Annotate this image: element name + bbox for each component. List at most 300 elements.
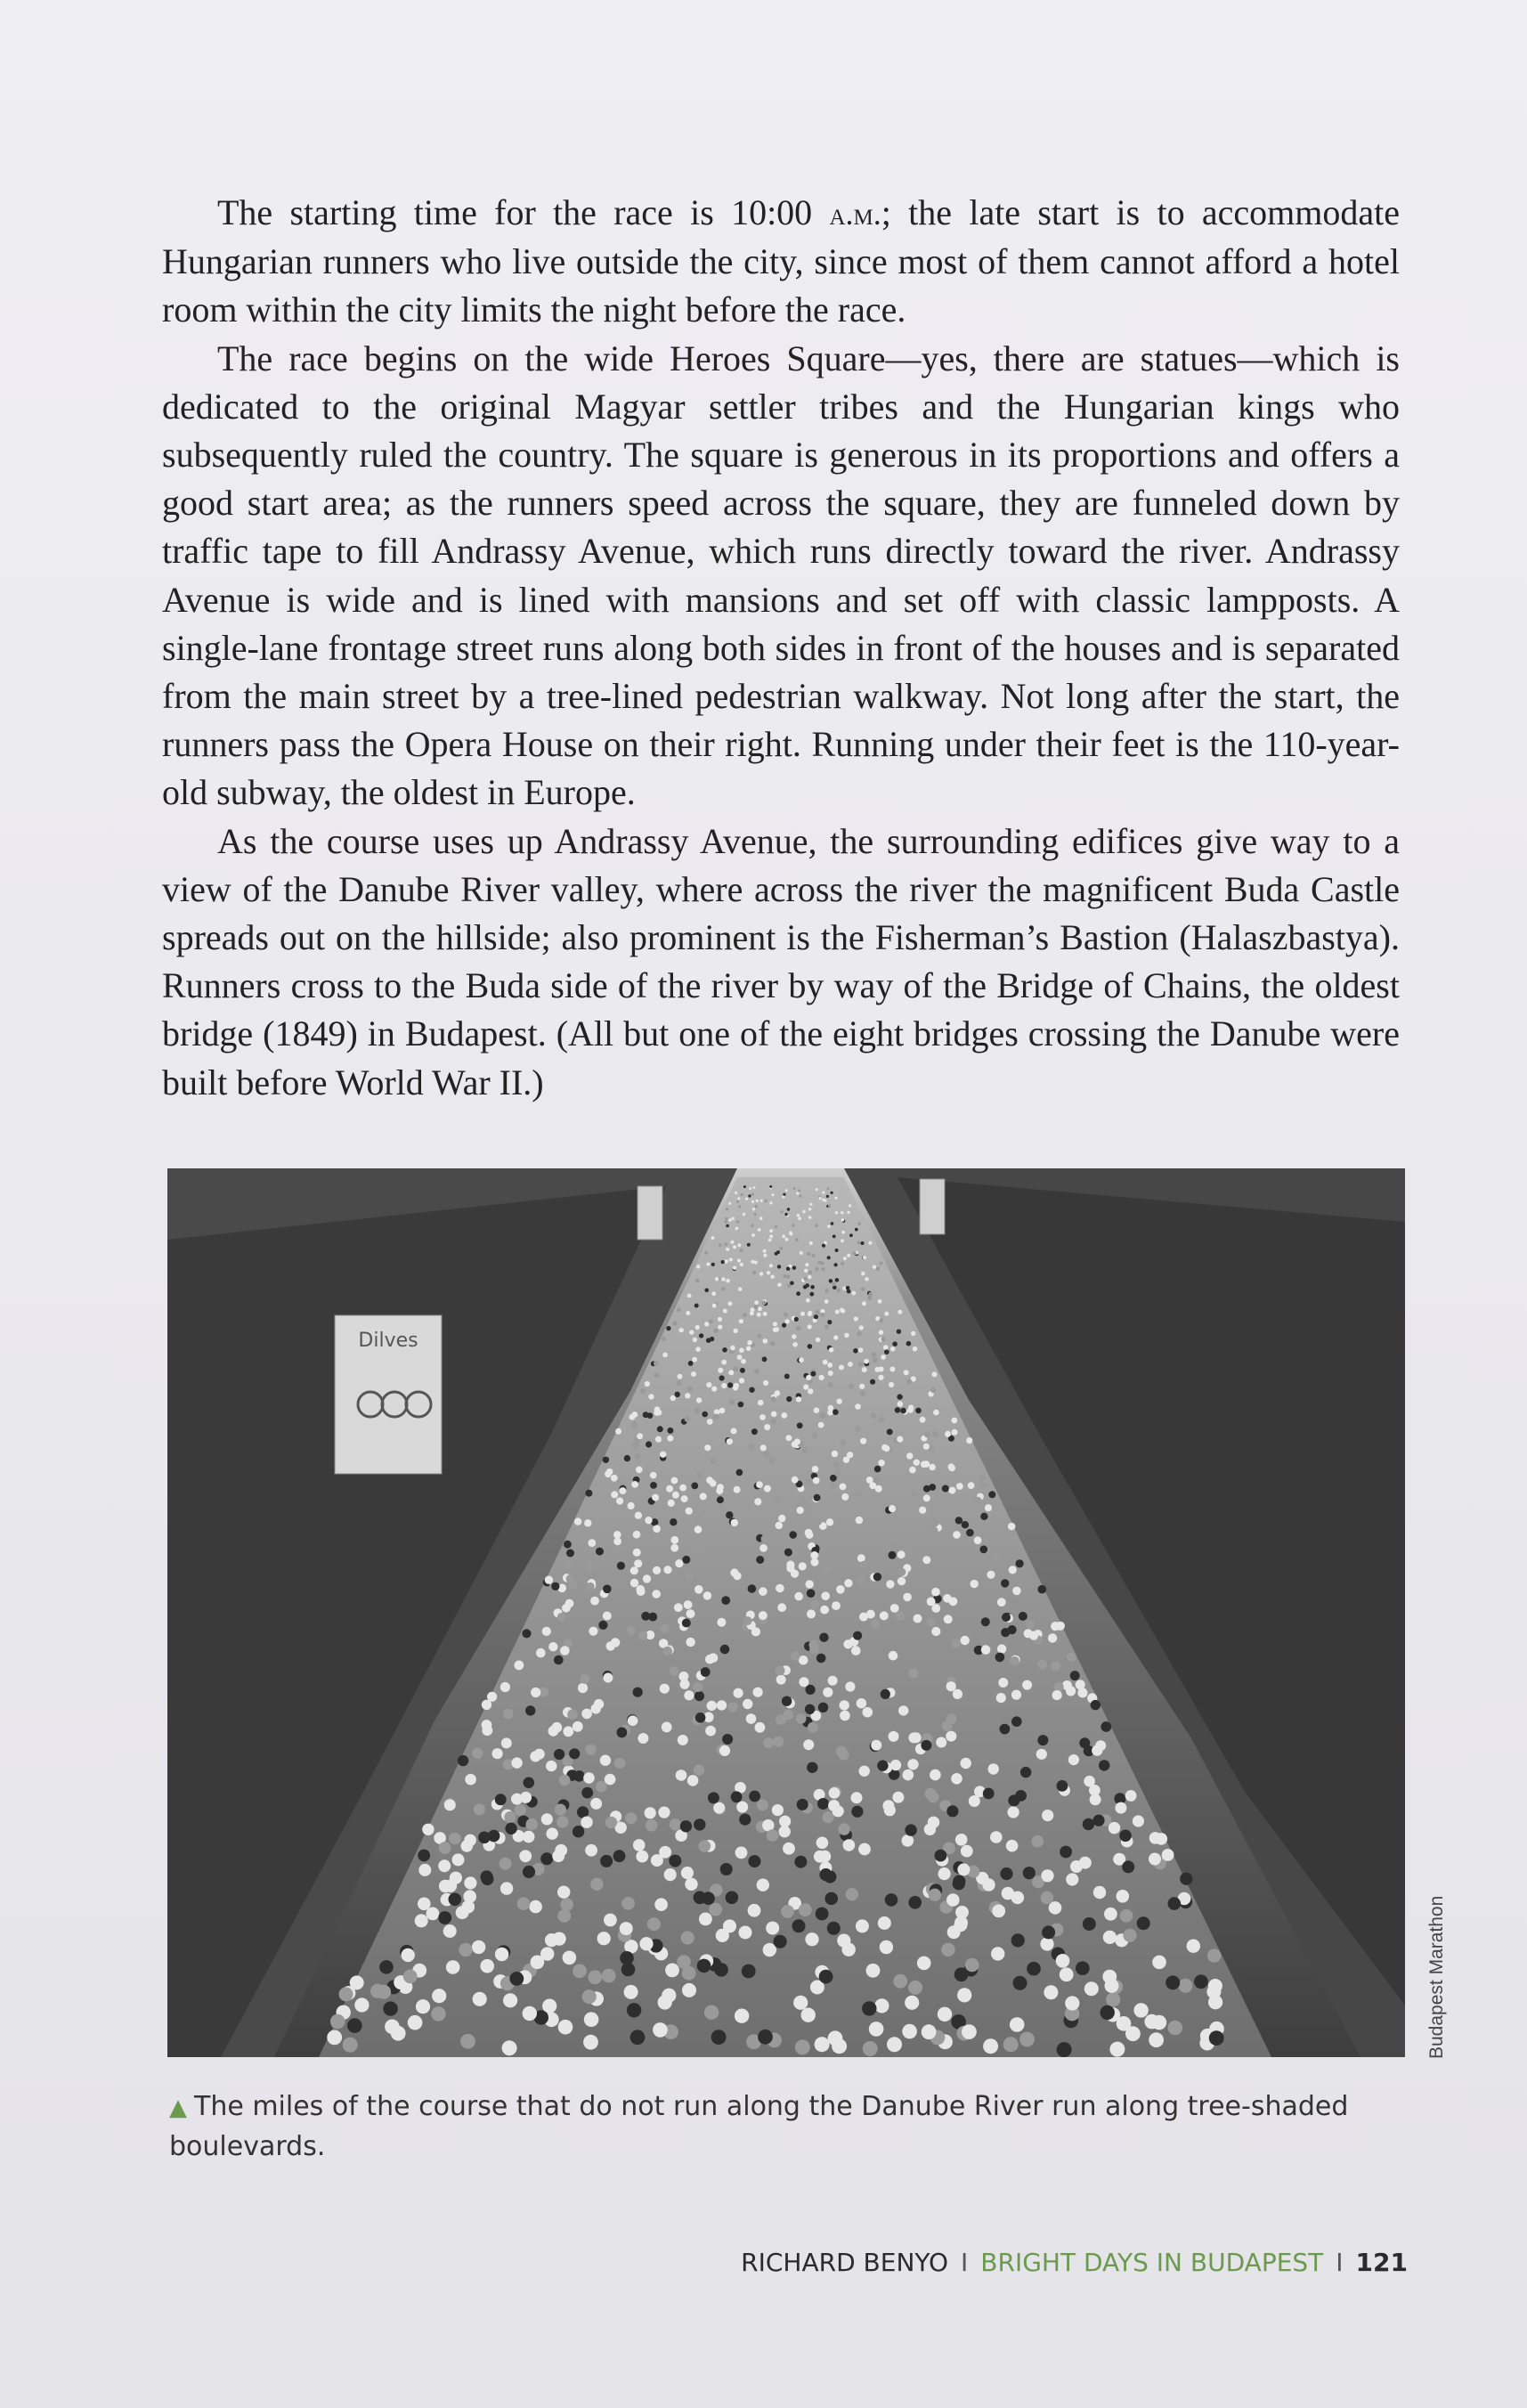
runner-dot — [482, 1725, 492, 1736]
runner-dot — [721, 1260, 725, 1264]
runner-dot — [848, 1362, 853, 1367]
runner-dot — [820, 1606, 829, 1615]
runner-dot — [739, 1319, 743, 1323]
runner-dot — [754, 1498, 761, 1505]
runner-dot — [1076, 1961, 1090, 1975]
runner-dot — [942, 1485, 949, 1493]
runner-dot — [775, 1225, 778, 1229]
runner-dot — [809, 1203, 812, 1206]
runner-dot — [896, 1612, 905, 1621]
runner-dot — [657, 1426, 663, 1432]
runner-dot — [902, 1834, 914, 1847]
runner-dot — [1065, 1996, 1079, 2010]
runner-dot — [1049, 1901, 1062, 1915]
runner-dot — [724, 1242, 727, 1246]
runner-dot — [803, 1277, 808, 1281]
runner-dot — [713, 1414, 719, 1420]
runner-dot — [721, 1596, 730, 1605]
runner-dot — [801, 2008, 816, 2022]
runner-dot — [882, 1800, 894, 1811]
runner-dot — [768, 1458, 775, 1464]
runner-dot — [824, 1325, 829, 1330]
runner-dot — [954, 1967, 969, 1981]
runner-dot — [403, 1970, 418, 1984]
runner-dot — [759, 1544, 768, 1552]
runner-dot — [832, 1601, 841, 1610]
runner-dot — [775, 1390, 780, 1395]
runner-dot — [755, 1722, 766, 1733]
runner-dot — [924, 1431, 930, 1437]
runner-dot — [1178, 1979, 1192, 1993]
runner-dot — [799, 1195, 801, 1198]
runner-dot — [1056, 1954, 1070, 1968]
runner-dot — [629, 1414, 636, 1420]
runner-dot — [729, 1257, 733, 1261]
runner-dot — [633, 1531, 641, 1539]
runner-dot — [832, 2038, 847, 2054]
runner-dot — [858, 1362, 864, 1367]
runner-dot — [988, 1763, 999, 1774]
runner-dot — [811, 1254, 815, 1257]
runner-dot — [586, 1582, 594, 1590]
runner-dot — [1013, 1976, 1027, 1990]
runner-dot — [822, 1192, 824, 1194]
runner-dot — [827, 1922, 841, 1935]
runner-dot — [851, 1646, 861, 1656]
runner-dot — [935, 1850, 947, 1862]
runner-dot — [1023, 1867, 1036, 1879]
runner-dot — [647, 1412, 654, 1419]
runner-dot — [943, 1594, 952, 1603]
runner-dot — [974, 1497, 981, 1504]
runner-dot — [805, 1932, 818, 1946]
runner-dot — [687, 1294, 692, 1298]
runner-dot — [633, 1549, 641, 1557]
runner-dot — [552, 1850, 565, 1862]
runner-dot — [991, 1947, 1004, 1960]
runner-dot — [458, 1755, 468, 1766]
runner-dot — [869, 2022, 884, 2037]
runner-dot — [600, 1855, 613, 1867]
runner-dot — [565, 1599, 574, 1608]
runner-dot — [956, 1483, 963, 1490]
runner-dot — [961, 1636, 970, 1645]
runner-dot — [613, 1531, 621, 1539]
runner-dot — [760, 1200, 763, 1202]
runner-dot — [704, 1322, 709, 1326]
runner-dot — [1057, 2042, 1072, 2057]
runner-dot — [415, 1914, 428, 1927]
runner-dot — [1152, 1956, 1166, 1970]
runner-dot — [709, 1319, 713, 1323]
runner-dot — [347, 2018, 362, 2033]
runner-dot — [696, 1265, 700, 1268]
runner-dot — [525, 1705, 535, 1715]
runner-dot — [1041, 1891, 1054, 1905]
runner-dot — [653, 1566, 661, 1574]
runner-dot — [611, 1638, 620, 1647]
runner-dot — [1092, 1815, 1104, 1826]
runner-dot — [726, 1511, 733, 1518]
runner-dot — [799, 1903, 812, 1916]
runner-dot — [671, 1477, 678, 1485]
runner-dot — [840, 1440, 846, 1446]
runner-dot — [800, 1497, 807, 1504]
runner-dot — [815, 1267, 818, 1271]
runner-dot — [923, 1494, 930, 1501]
runner-dot — [636, 1851, 648, 1863]
footer-book-title: BRIGHT DAYS IN BUDAPEST — [980, 2248, 1324, 2277]
runner-dot — [903, 1593, 912, 1602]
runner-dot — [662, 1337, 666, 1341]
runner-dot — [590, 1798, 602, 1810]
runner-dot — [771, 1396, 776, 1402]
runner-dot — [880, 1262, 883, 1265]
runner-dot — [827, 1363, 833, 1368]
runner-dot — [739, 1348, 744, 1354]
runner-dot — [863, 2041, 878, 2056]
runner-dot — [685, 1416, 691, 1422]
runner-dot — [808, 1208, 811, 1210]
runner-dot — [613, 1546, 621, 1554]
runner-dot — [426, 1908, 440, 1921]
runner-dot — [534, 1749, 545, 1760]
runner-dot — [786, 1267, 790, 1271]
runner-dot — [872, 1352, 877, 1357]
runner-dot — [806, 1509, 813, 1516]
runner-dot — [675, 1559, 683, 1567]
runner-dot — [1062, 1680, 1072, 1690]
runner-dot — [797, 1422, 803, 1428]
runner-dot — [418, 1864, 431, 1876]
runner-dot — [1010, 1656, 1019, 1666]
runner-dot — [861, 1241, 865, 1245]
runner-dot — [739, 1814, 751, 1826]
runner-dot — [729, 1399, 735, 1404]
runner-dot — [613, 1850, 626, 1862]
runner-dot — [695, 1279, 700, 1283]
runner-dot — [706, 1477, 713, 1484]
runner-dot — [645, 1517, 652, 1524]
runner-dot — [753, 1688, 763, 1697]
runner-dot — [731, 1791, 743, 1802]
runner-dot — [731, 1428, 737, 1434]
runner-dot — [931, 1627, 940, 1636]
running-footer — [741, 2248, 1408, 2277]
runner-dot — [748, 1444, 754, 1450]
runner-dot — [835, 1249, 839, 1252]
runner-dot — [721, 1383, 727, 1388]
runner-dot — [715, 1277, 719, 1281]
runner-dot — [898, 1568, 906, 1576]
runner-dot — [866, 1964, 881, 1978]
runner-dot — [733, 1245, 736, 1249]
runner-dot — [743, 1699, 752, 1709]
runner-dot — [844, 1579, 852, 1587]
runner-dot — [495, 1794, 507, 1805]
runner-dot — [536, 1648, 546, 1658]
runner-dot — [862, 1367, 867, 1372]
runner-dot — [478, 1832, 491, 1844]
runner-dot — [783, 1843, 795, 1855]
caption-text: The miles of the course that do not run along the Danube River run along tree-shaded boulevards. — [169, 2091, 1349, 2162]
runner-dot — [868, 1296, 873, 1300]
runner-dot — [551, 1722, 562, 1733]
runner-dot — [662, 1722, 672, 1733]
runner-dot — [770, 1341, 776, 1346]
runner-dot — [862, 1301, 866, 1306]
runner-dot — [708, 1792, 719, 1803]
runner-dot — [779, 1826, 791, 1837]
runner-dot — [878, 1417, 884, 1423]
runner-dot — [930, 1769, 941, 1781]
runner-dot — [860, 1390, 865, 1395]
runner-dot — [843, 1257, 847, 1260]
runner-dot — [892, 1792, 904, 1803]
runner-dot — [726, 1279, 730, 1283]
runner-dot — [908, 1404, 914, 1411]
runner-dot — [868, 1292, 873, 1297]
runner-dot — [807, 1252, 810, 1256]
runner-dot — [1149, 2032, 1164, 2047]
runner-dot — [431, 2006, 445, 2021]
runner-dot — [996, 1693, 1006, 1703]
runner-dot — [747, 1243, 751, 1247]
runner-dot — [1083, 1818, 1094, 1830]
runner-dot — [726, 1248, 729, 1251]
runner-dot — [687, 1775, 699, 1786]
runner-dot — [689, 1330, 694, 1334]
runner-dot — [707, 1701, 717, 1711]
runner-dot — [792, 1342, 798, 1347]
runner-dot — [763, 1254, 767, 1257]
runner-dot — [743, 1616, 752, 1625]
runner-dot — [785, 1238, 789, 1241]
runner-dot — [452, 1853, 465, 1866]
runner-dot — [693, 1338, 697, 1342]
runner-dot — [792, 1919, 806, 1932]
runner-dot — [754, 1369, 759, 1374]
runner-dot — [806, 1580, 814, 1588]
runner-dot — [500, 1882, 513, 1894]
runner-dot — [827, 1320, 832, 1324]
runner-dot — [857, 1698, 866, 1708]
runner-dot — [748, 1904, 761, 1917]
runner-dot — [660, 1684, 670, 1694]
runner-dot — [731, 1217, 735, 1221]
runner-dot — [789, 1531, 797, 1539]
runner-dot — [685, 1878, 697, 1891]
runner-dot — [605, 1817, 617, 1828]
runner-dot — [701, 1667, 711, 1677]
runner-dot — [699, 1913, 712, 1926]
runner-dot — [718, 1325, 722, 1330]
runner-dot — [567, 1709, 578, 1720]
runner-dot — [890, 1604, 899, 1613]
runner-dot — [1168, 1897, 1182, 1910]
runner-dot — [871, 1740, 881, 1751]
runner-dot — [1001, 1579, 1009, 1587]
runner-dot — [898, 1550, 906, 1558]
runner-dot — [1122, 1860, 1134, 1873]
runner-dot — [1083, 1917, 1096, 1931]
runner-dot — [1003, 2037, 1019, 2052]
runner-dot — [781, 1412, 787, 1419]
runner-dot — [898, 1401, 904, 1407]
runner-dot — [1137, 1916, 1150, 1930]
runner-dot — [449, 1893, 462, 1907]
runner-dot — [965, 1958, 979, 1973]
runner-dot — [884, 1349, 889, 1354]
runner-dot — [890, 1346, 896, 1352]
runner-dot — [627, 2003, 641, 2017]
runner-dot — [509, 1972, 524, 1986]
runner-dot — [946, 1805, 958, 1817]
runner-dot — [438, 1911, 451, 1924]
runner-dot — [624, 1455, 630, 1461]
runner-dot — [792, 1477, 799, 1484]
runner-dot — [699, 1840, 711, 1852]
runner-dot — [826, 1518, 833, 1525]
runner-dot — [920, 1417, 926, 1423]
runner-dot — [873, 1477, 881, 1484]
runner-dot — [713, 1329, 718, 1333]
runner-dot — [987, 1571, 995, 1579]
runner-dot — [880, 1611, 889, 1620]
runner-dot — [911, 1331, 915, 1336]
runner-dot — [681, 1867, 694, 1879]
runner-dot — [786, 1564, 794, 1572]
runner-dot — [784, 1213, 787, 1216]
runner-dot — [330, 2014, 345, 2030]
runner-dot — [758, 1228, 761, 1232]
runner-dot — [855, 1228, 858, 1232]
runner-dot — [892, 1341, 898, 1346]
runner-dot — [619, 1487, 626, 1494]
runner-dot — [962, 2024, 977, 2039]
runner-dot — [968, 1482, 975, 1489]
runner-dot — [898, 1577, 906, 1585]
runner-dot — [1089, 1785, 1101, 1796]
runner-dot — [890, 1760, 901, 1770]
runner-dot — [799, 1677, 808, 1687]
runner-dot — [944, 1615, 953, 1623]
runner-dot — [812, 1433, 818, 1439]
runner-dot — [723, 1309, 727, 1314]
runner-dot — [751, 1627, 760, 1636]
runner-dot — [662, 1353, 668, 1358]
runner-dot — [526, 1818, 538, 1830]
runner-dot — [990, 1831, 1003, 1843]
runner-dot — [812, 1466, 819, 1473]
runner-dot — [880, 1940, 893, 1954]
runner-dot — [843, 1639, 852, 1648]
runner-dot — [1054, 1682, 1064, 1692]
runner-dot — [808, 1388, 813, 1394]
runner-dot — [1091, 1700, 1101, 1710]
runner-dot — [903, 1769, 914, 1781]
runner-dot — [792, 1266, 796, 1270]
runner-dot — [799, 1562, 807, 1570]
runner-dot — [473, 1992, 487, 2006]
runner-dot — [1000, 1724, 1011, 1735]
runner-dot — [691, 1371, 696, 1377]
runner-dot — [862, 2001, 876, 2015]
runner-dot — [654, 1898, 668, 1911]
runner-dot — [603, 1457, 609, 1463]
runner-dot — [806, 1375, 811, 1380]
runner-dot — [734, 1383, 739, 1388]
runner-dot — [793, 1996, 808, 2010]
runner-dot — [464, 1876, 476, 1889]
runner-dot — [553, 1932, 566, 1946]
runner-dot — [636, 1467, 643, 1474]
runner-dot — [685, 1573, 693, 1581]
runner-dot — [883, 1445, 889, 1452]
runner-dot — [946, 1731, 956, 1742]
runner-dot — [523, 2006, 537, 2021]
runner-dot — [840, 1700, 849, 1710]
runner-dot — [824, 1299, 829, 1304]
runner-dot — [684, 1600, 693, 1609]
runner-dot — [707, 1419, 713, 1425]
runner-dot — [1037, 1735, 1048, 1745]
runner-dot — [803, 1739, 814, 1750]
runner-dot — [719, 1375, 725, 1380]
runner-dot — [542, 1627, 551, 1636]
runner-dot — [1152, 2015, 1167, 2030]
runner-dot — [634, 1559, 642, 1567]
runner-dot — [1008, 1806, 1019, 1818]
runner-dot — [551, 1582, 559, 1590]
runner-dot — [831, 1222, 834, 1225]
runner-dot — [444, 1799, 456, 1810]
runner-dot — [717, 1618, 726, 1627]
runner-dot — [898, 1310, 902, 1314]
runner-dot — [851, 1792, 863, 1803]
runner-dot — [758, 1400, 764, 1406]
runner-dot — [969, 1795, 980, 1807]
runner-dot — [908, 1896, 922, 1909]
runner-dot — [759, 1611, 768, 1620]
runner-dot — [775, 1497, 782, 1504]
runner-dot — [531, 1956, 545, 1970]
triangle-marker-icon: ▲ — [169, 2095, 187, 2121]
runner-dot — [794, 1317, 799, 1322]
runner-dot — [1067, 1652, 1076, 1662]
runner-dot — [953, 1531, 961, 1539]
runner-dot — [495, 1948, 508, 1961]
runner-dot — [823, 1360, 828, 1365]
runner-dot — [1115, 1802, 1126, 1814]
runner-dot — [827, 1187, 830, 1190]
runner-dot — [740, 1249, 743, 1252]
runner-dot — [449, 1833, 461, 1845]
runner-dot — [833, 1285, 837, 1289]
runner-dot — [1026, 1620, 1035, 1629]
runner-dot — [932, 1431, 938, 1437]
runner-dot — [717, 1700, 727, 1710]
runner-dot — [502, 2040, 517, 2055]
runner-dot — [759, 1216, 763, 1220]
runner-dot — [836, 1585, 845, 1594]
runner-dot — [327, 2030, 342, 2046]
runner-dot — [711, 2030, 727, 2045]
runner-dot — [859, 1325, 864, 1330]
runner-dot — [1002, 1613, 1011, 1622]
runner-dot — [905, 1996, 919, 2010]
runner-dot — [557, 1613, 566, 1622]
